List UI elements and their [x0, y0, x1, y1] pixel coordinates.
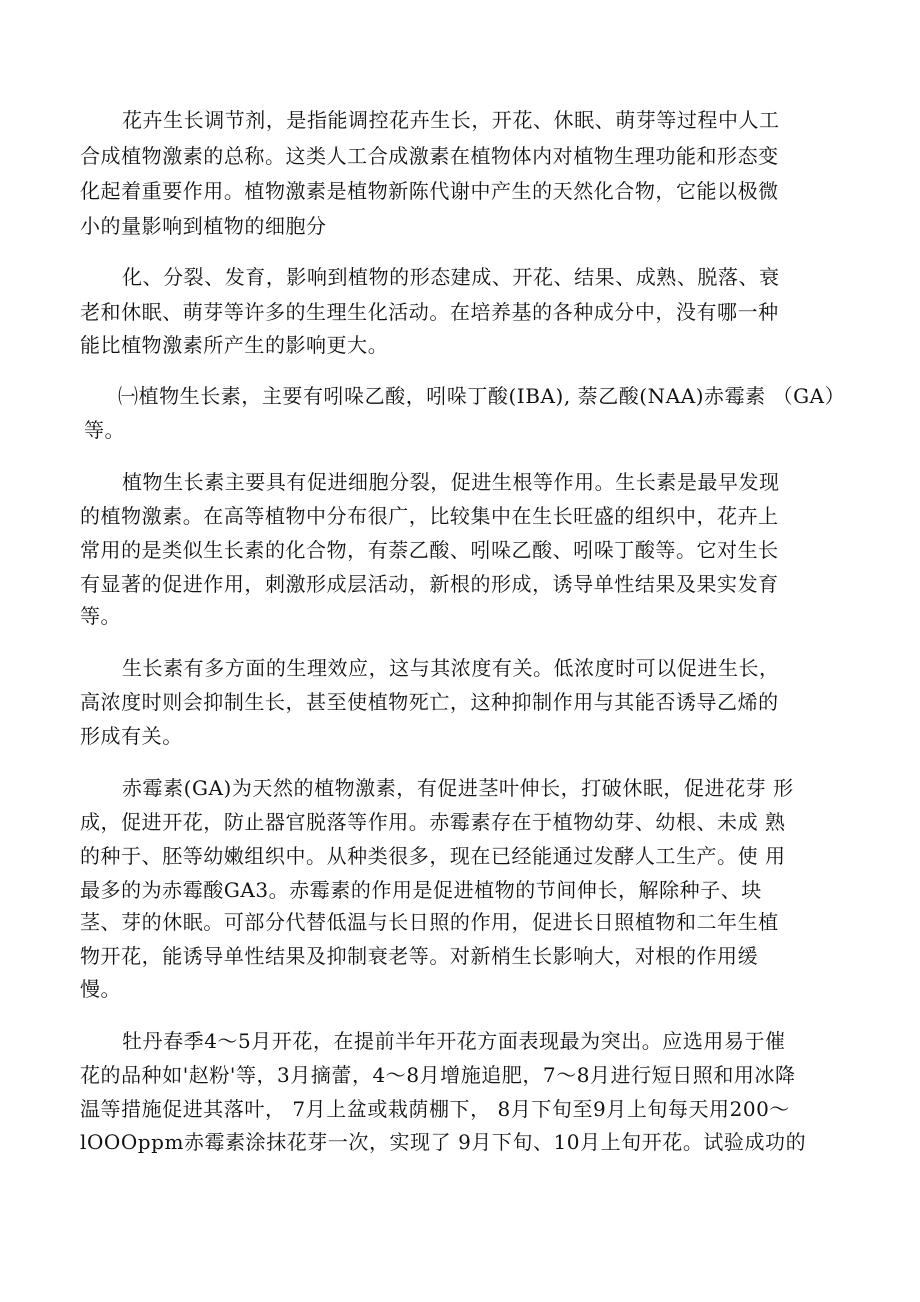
paragraph-6-line-7: 慢。 — [80, 977, 122, 1001]
paragraph-4-line-5: 等。 — [80, 604, 122, 628]
paragraph-6-line-6: 物开花，能诱导单性结果及抑制衰老等。对新梢生长影响大，对根的作用缓 — [80, 944, 759, 968]
paragraph-2-line-1: 化、分裂、发育，影响到植物的形态建成、开花、结果、成熟、脱落、衰 — [122, 265, 780, 289]
paragraph-4-line-2: 的植物激素。在高等植物中分布很广，比较集中在生长旺盛的组织中，花卉上 — [80, 504, 779, 528]
paragraph-1-line-2: 合成植物激素的总称。这类人工合成激素在植物体内对植物生理功能和形态变 — [80, 144, 779, 168]
paragraph-7-line-3: 温等措施促进其落叶， 7月上盆或栽荫棚下， 8月下旬至9月上旬每天用200～ — [80, 1097, 790, 1121]
paragraph-4-line-1: 植物生长素主要具有促进细胞分裂，促进生根等作用。生长素是最早发现 — [122, 470, 780, 494]
paragraph-6-line-5: 茎、芽的休眠。可部分代替低温与长日照的作用，促进长日照植物和二年生植 — [80, 910, 779, 934]
paragraph-6-line-2: 成，促进开花，防止器官脱落等作用。赤霉素存在于植物幼芽、幼根、未成 熟 — [80, 810, 786, 834]
paragraph-5-line-2: 高浓度时则会抑制生长，甚至使植物死亡，这种抑制作用与其能否诱导乙烯的 — [80, 690, 779, 714]
paragraph-1-line-1: 花卉生长调节剂，是指能调控花卉生长，开花、休眠、萌芽等过程中人工 — [122, 108, 780, 132]
paragraph-5-line-3: 形成有关。 — [80, 724, 183, 748]
paragraph-6-line-1: 赤霉素(GA)为天然的植物激素，有促进茎叶伸长，打破休眠，促进花芽 形 — [122, 776, 794, 800]
paragraph-2-line-2: 老和休眠、萌芽等许多的生理生化活动。在培养基的各种成分中，没有哪一种 — [80, 300, 779, 324]
paragraph-4-line-4: 有显著的促进作用，刺激形成层活动，新根的形成，诱导单性结果及果实发育 — [80, 572, 779, 596]
paragraph-7-line-1: 牡丹春季4～5月开花，在提前半年开花方面表现最为突出。应选用易于催 — [122, 1029, 786, 1053]
paragraph-1-line-3: 化起着重要作用。植物激素是植物新陈代谢中产生的天然化合物，它能以极微 — [80, 179, 779, 203]
paragraph-4-line-3: 常用的是类似生长素的化合物，有萘乙酸、吲哚乙酸、吲哚丁酸等。它对生长 — [80, 538, 779, 562]
paragraph-6-line-3: 的种于、胚等幼嫩组织中。从种类很多，现在已经能通过发酵人工生产。使 用 — [80, 844, 786, 868]
paragraph-3-line-2: 等。 — [84, 418, 126, 442]
paragraph-5-line-1: 生长素有多方面的生理效应，这与其浓度有关。低浓度时可以促进生长， — [122, 656, 780, 680]
paragraph-6-line-4: 最多的为赤霉酸GA3。赤霉素的作用是促进植物的节间伸长，解除种子、块 — [80, 878, 762, 902]
paragraph-7-line-2: 花的品种如'赵粉'等，3月摘蕾，4～8月增施追肥，7～8月进行短日照和用冰降 — [80, 1063, 796, 1087]
paragraph-7-line-4: lOOOppm赤霉素涂抹花芽一次，实现了 9月下旬、10月上旬开花。试验成功的 — [80, 1130, 807, 1154]
paragraph-1-line-4: 小的量影响到植物的细胞分 — [80, 214, 327, 238]
paragraph-3-line-1: ㈠植物生长素，主要有吲哚乙酸，吲哚丁酸(IBA), 萘乙酸(NAA)赤霉素 （GA） — [118, 384, 846, 408]
paragraph-2-line-3: 能比植物激素所产生的影响更大。 — [80, 333, 389, 357]
